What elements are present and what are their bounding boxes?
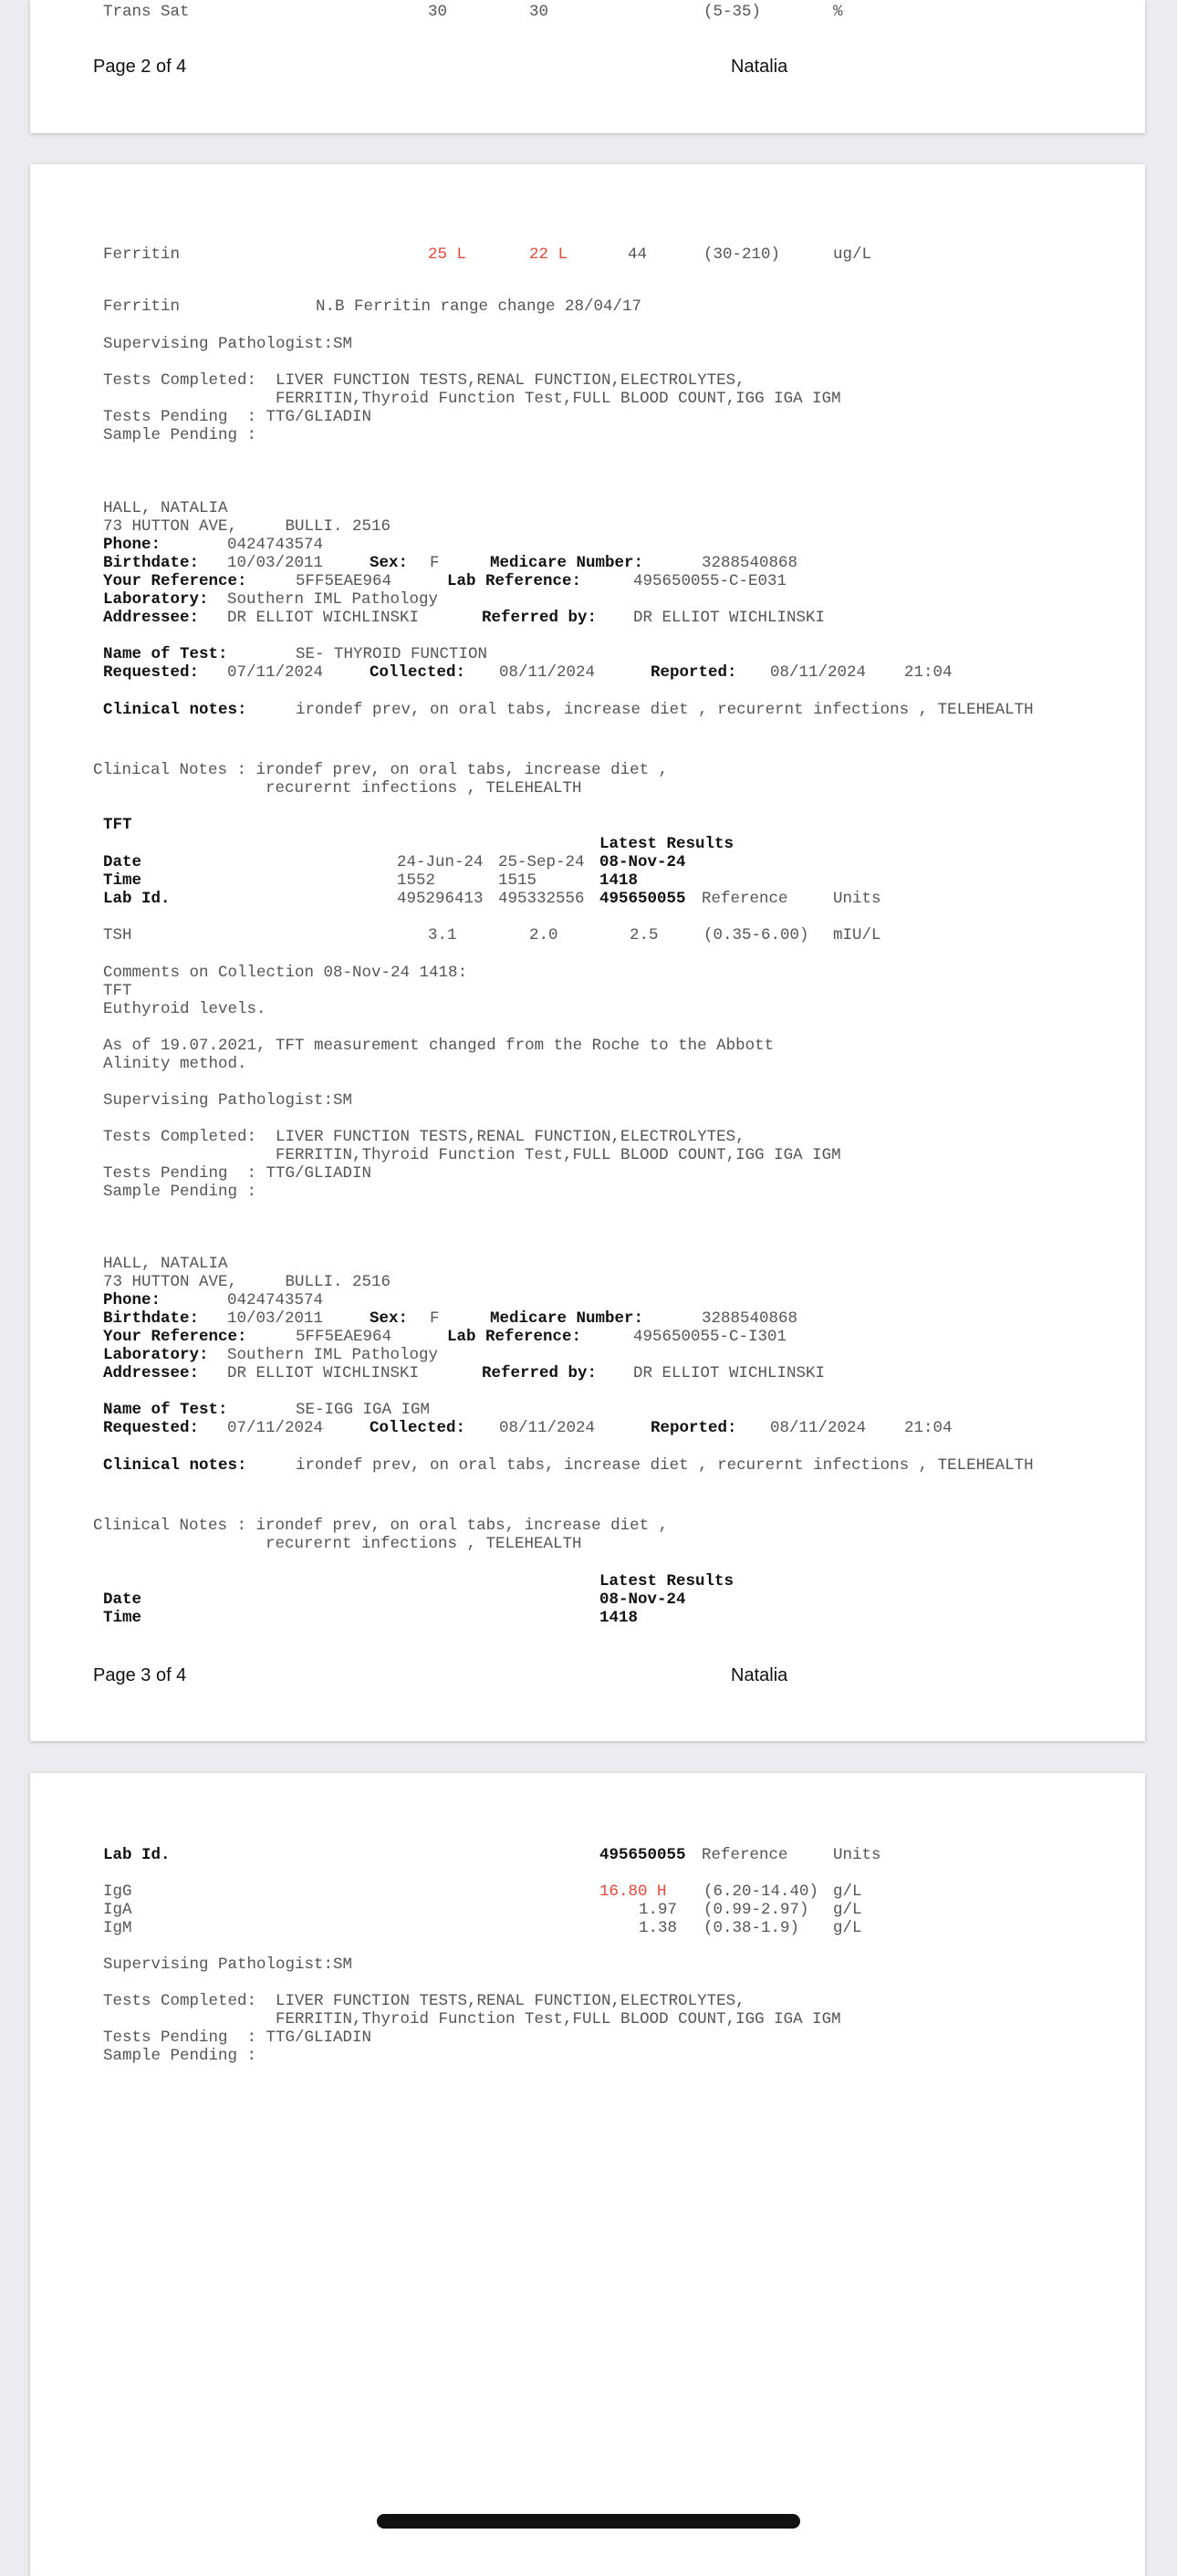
clinical-notes-line-2: recurernt infections , TELEHEALTH: [266, 779, 582, 798]
clinical-notes-label: Clinical notes:: [103, 1456, 247, 1475]
igm-reference: (0.38-1.9): [703, 1919, 800, 1937]
referred-by-label: Referred by:: [482, 609, 598, 627]
tests-pending: Tests Pending : TTG/GLIADIN: [103, 1164, 372, 1183]
ferritin-note-label: Ferritin: [103, 297, 181, 316]
igm-value: 1.38: [639, 1919, 678, 1937]
iga-label: IgA: [103, 1901, 132, 1919]
reported-label: Reported:: [651, 1419, 737, 1437]
your-reference-value: 5FF5EAE964: [296, 1328, 392, 1346]
collection-comment-5: Alinity method.: [103, 1055, 247, 1073]
test-name-value: SE-IGG IGA IGM: [296, 1401, 431, 1419]
ferritin-reference: (30-210): [703, 245, 781, 264]
tsh-reference: (0.35-6.00): [703, 926, 809, 944]
latest-results-header: Latest Results: [599, 1572, 734, 1590]
igg-label: IgG: [103, 1882, 132, 1901]
date-label: Date: [103, 853, 142, 871]
birthdate-value: 10/03/2011: [227, 554, 324, 572]
clinical-notes-line-1: Clinical Notes : irondef prev, on oral tabs, increase diet ,: [93, 1517, 669, 1535]
tft-section-title: TFT: [103, 816, 132, 834]
requested-value: 07/11/2024: [227, 663, 324, 682]
time-col-3: 1418: [599, 871, 639, 890]
date-label: Date: [103, 1590, 142, 1609]
sample-pending: Sample Pending :: [103, 1183, 257, 1201]
date-col-3: 08-Nov-24: [599, 853, 686, 871]
home-indicator[interactable]: [377, 2514, 800, 2529]
your-reference-label: Your Reference:: [103, 572, 247, 590]
iga-unit: g/L: [833, 1901, 862, 1919]
report-page-2: [30, 0, 1145, 133]
laboratory-label: Laboratory:: [103, 590, 209, 609]
units-header: Units: [833, 890, 881, 908]
patient-name: HALL, NATALIA: [103, 1255, 228, 1273]
report-page-3: [30, 164, 1145, 1741]
addressee-label: Addressee:: [103, 1364, 200, 1382]
test-name-label: Name of Test:: [103, 1401, 228, 1419]
birthdate-value: 10/03/2011: [227, 1309, 324, 1328]
tests-completed-line-2: FERRITIN,Thyroid Function Test,FULL BLOOD COUNT,IGG IGA IGM: [276, 1146, 841, 1164]
supervising-pathologist: Supervising Pathologist:SM: [103, 1955, 353, 1974]
medicare-value: 3288540868: [702, 1309, 798, 1328]
clinical-notes-value: irondef prev, on oral tabs, increase diet , recurernt infections , TELEHEALTH: [296, 701, 1034, 719]
phone-value: 0424743574: [227, 536, 324, 554]
test-name-label: Name of Test:: [103, 645, 228, 663]
patient-name-footer: Natalia: [731, 1665, 788, 1685]
collection-comment-3: Euthyroid levels.: [103, 1000, 266, 1018]
birthdate-label: Birthdate:: [103, 1309, 200, 1328]
lab-id-label: Lab Id.: [103, 1846, 171, 1864]
ferritin-note: N.B Ferritin range change 28/04/17: [316, 297, 642, 316]
collected-value: 08/11/2024: [499, 1419, 596, 1437]
tsh-unit: mIU/L: [833, 926, 881, 944]
test-name-value: SE- THYROID FUNCTION: [296, 645, 488, 663]
tsh-value-1: 3.1: [428, 926, 457, 944]
collection-comment-4: As of 19.07.2021, TFT measurement changed from the Roche to the Abbott: [103, 1037, 775, 1055]
lab-reference-label: Lab Reference:: [447, 572, 582, 590]
sample-pending: Sample Pending :: [103, 2047, 257, 2065]
laboratory-value: Southern IML Pathology: [227, 590, 439, 609]
referred-by-label: Referred by:: [482, 1364, 598, 1382]
lab-id-col-2: 495332556: [498, 890, 585, 908]
patient-name-footer: Natalia: [731, 57, 788, 77]
birthdate-label: Birthdate:: [103, 554, 200, 572]
sex-label: Sex:: [370, 1309, 409, 1328]
tests-pending: Tests Pending : TTG/GLIADIN: [103, 408, 372, 426]
laboratory-label: Laboratory:: [103, 1346, 209, 1364]
your-reference-value: 5FF5EAE964: [296, 572, 392, 590]
tests-completed-line-2: FERRITIN,Thyroid Function Test,FULL BLOOD COUNT,IGG IGA IGM: [276, 2010, 841, 2028]
igm-unit: g/L: [833, 1919, 862, 1937]
page-number-footer: Page 3 of 4: [93, 1665, 187, 1685]
collection-comment-1: Comments on Collection 08-Nov-24 1418:: [103, 964, 468, 982]
igm-label: IgM: [103, 1919, 132, 1937]
date-col-2: 25-Sep-24: [498, 853, 585, 871]
sex-value: F: [430, 1309, 440, 1328]
supervising-pathologist: Supervising Pathologist:SM: [103, 335, 353, 353]
referred-by-value: DR ELLIOT WICHLINSKI: [633, 609, 826, 627]
ferritin-value-2: 22 L: [529, 245, 568, 264]
sex-value: F: [430, 554, 440, 572]
tsh-value-3: 2.5: [630, 926, 659, 944]
iga-reference: (0.99-2.97): [703, 1901, 809, 1919]
lab-id-label: Lab Id.: [103, 890, 171, 908]
lab-id-latest: 495650055: [599, 1846, 686, 1864]
reference-header: Reference: [702, 890, 788, 908]
lab-reference-value: 495650055-C-I301: [633, 1328, 787, 1346]
units-header: Units: [833, 1846, 881, 1864]
medicare-value: 3288540868: [702, 554, 798, 572]
requested-value: 07/11/2024: [227, 1419, 324, 1437]
sex-label: Sex:: [370, 554, 409, 572]
trans-sat-label: Trans Sat: [103, 3, 190, 21]
tests-completed-label: Tests Completed:: [103, 1128, 257, 1146]
patient-address: 73 HUTTON AVE, BULLI. 2516: [103, 517, 391, 536]
page-number-footer: Page 2 of 4: [93, 57, 187, 77]
medicare-label: Medicare Number:: [490, 1309, 644, 1328]
date-col-1: 24-Jun-24: [397, 853, 484, 871]
phone-value: 0424743574: [227, 1291, 324, 1309]
date-col-latest: 08-Nov-24: [599, 1590, 686, 1609]
requested-label: Requested:: [103, 1419, 200, 1437]
ferritin-value-3: 44: [628, 245, 648, 264]
lab-id-col-1: 495296413: [397, 890, 484, 908]
tests-pending: Tests Pending : TTG/GLIADIN: [103, 2028, 372, 2047]
tests-completed-label: Tests Completed:: [103, 371, 257, 390]
collected-label: Collected:: [370, 663, 466, 682]
addressee-label: Addressee:: [103, 609, 200, 627]
trans-sat-value-1: 30: [428, 3, 448, 21]
collection-comment-2: TFT: [103, 982, 132, 1000]
supervising-pathologist: Supervising Pathologist:SM: [103, 1091, 353, 1110]
time-label: Time: [103, 871, 142, 890]
tests-completed-line-1: LIVER FUNCTION TESTS,RENAL FUNCTION,ELECTROLYTES,: [276, 371, 745, 390]
referred-by-value: DR ELLIOT WICHLINSKI: [633, 1364, 826, 1382]
addressee-value: DR ELLIOT WICHLINSKI: [227, 1364, 420, 1382]
time-col-2: 1515: [498, 871, 537, 890]
addressee-value: DR ELLIOT WICHLINSKI: [227, 609, 420, 627]
tsh-label: TSH: [103, 926, 132, 944]
tests-completed-label: Tests Completed:: [103, 1992, 257, 2010]
report-page-4: [30, 1773, 1145, 2576]
tests-completed-line-1: LIVER FUNCTION TESTS,RENAL FUNCTION,ELECTROLYTES,: [276, 1992, 745, 2010]
reference-header: Reference: [702, 1846, 788, 1864]
time-col-latest: 1418: [599, 1609, 639, 1627]
medicare-label: Medicare Number:: [490, 554, 644, 572]
collected-label: Collected:: [370, 1419, 466, 1437]
requested-label: Requested:: [103, 663, 200, 682]
trans-sat-unit: %: [833, 3, 843, 21]
trans-sat-reference: (5-35): [703, 3, 762, 21]
latest-results-header: Latest Results: [599, 835, 734, 853]
clinical-notes-value: irondef prev, on oral tabs, increase diet , recurernt infections , TELEHEALTH: [296, 1456, 1034, 1475]
reported-value: 08/11/2024 21:04: [770, 663, 953, 682]
trans-sat-value-2: 30: [529, 3, 549, 21]
time-label: Time: [103, 1609, 142, 1627]
reported-label: Reported:: [651, 663, 737, 682]
tsh-value-2: 2.0: [529, 926, 558, 944]
collected-value: 08/11/2024: [499, 663, 596, 682]
phone-label: Phone:: [103, 1291, 161, 1309]
ferritin-value-1: 25 L: [428, 245, 467, 264]
patient-address: 73 HUTTON AVE, BULLI. 2516: [103, 1273, 391, 1291]
iga-value: 1.97: [639, 1901, 678, 1919]
reported-value: 08/11/2024 21:04: [770, 1419, 953, 1437]
ferritin-label: Ferritin: [103, 245, 181, 264]
tests-completed-line-1: LIVER FUNCTION TESTS,RENAL FUNCTION,ELECTROLYTES,: [276, 1128, 745, 1146]
clinical-notes-label: Clinical notes:: [103, 701, 247, 719]
ferritin-unit: ug/L: [833, 245, 872, 264]
laboratory-value: Southern IML Pathology: [227, 1346, 439, 1364]
patient-name: HALL, NATALIA: [103, 499, 228, 517]
clinical-notes-line-2: recurernt infections , TELEHEALTH: [266, 1535, 582, 1553]
lab-reference-label: Lab Reference:: [447, 1328, 582, 1346]
phone-label: Phone:: [103, 536, 161, 554]
time-col-1: 1552: [397, 871, 436, 890]
tests-completed-line-2: FERRITIN,Thyroid Function Test,FULL BLOOD COUNT,IGG IGA IGM: [276, 390, 841, 408]
clinical-notes-line-1: Clinical Notes : irondef prev, on oral tabs, increase diet ,: [93, 761, 669, 779]
igg-value: 16.80 H: [599, 1882, 667, 1901]
lab-id-col-3: 495650055: [599, 890, 686, 908]
igg-reference: (6.20-14.40): [703, 1882, 819, 1901]
igg-unit: g/L: [833, 1882, 862, 1901]
sample-pending: Sample Pending :: [103, 426, 257, 444]
your-reference-label: Your Reference:: [103, 1328, 247, 1346]
lab-reference-value: 495650055-C-E031: [633, 572, 787, 590]
